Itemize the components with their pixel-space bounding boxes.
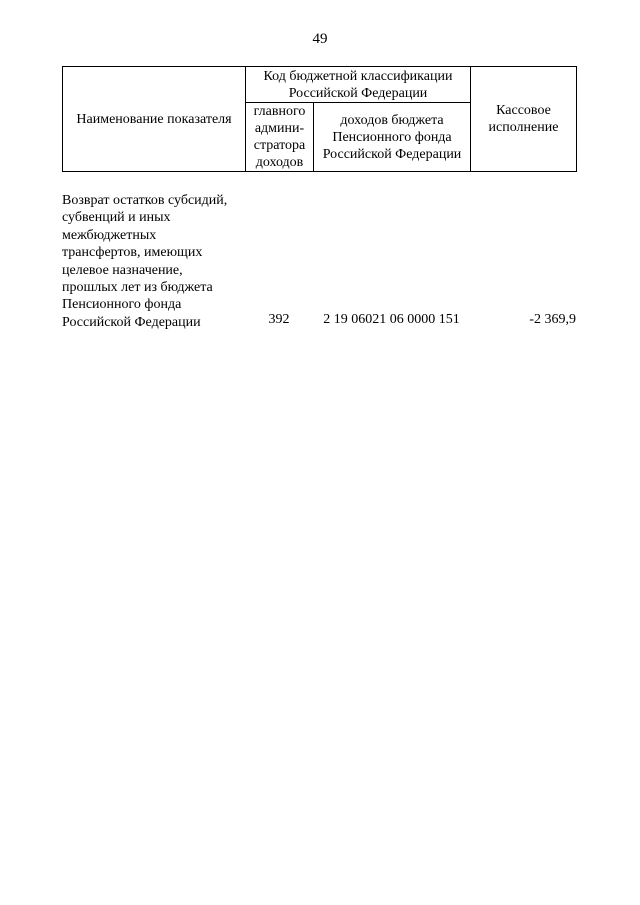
row-admin-code: 392 bbox=[268, 311, 290, 327]
row-name: Возврат остатков субсидий, субвенций и иных межбюджетных трансфертов, имеющих целевое назначение, прошлых лет из бюджета Пенсионного фонда Российской Федерации bbox=[62, 193, 228, 330]
table-header bbox=[62, 66, 577, 172]
row-execution: -2 369,9 bbox=[529, 311, 576, 327]
page-number: 49 bbox=[312, 31, 328, 47]
header-name: Наименование показателя bbox=[63, 67, 246, 172]
row-revenue-code: 2 19 06021 06 0000 151 bbox=[323, 311, 460, 327]
header-admin: главного админи-стратора доходов bbox=[246, 103, 314, 172]
header-code-group: Код бюджетной классификации Российской Федерации bbox=[246, 67, 471, 103]
table-row bbox=[62, 192, 576, 332]
header-revenue: доходов бюджета Пенсионного фонда Российской Федерации bbox=[314, 103, 471, 172]
header-execution: Кассовое исполнение bbox=[471, 67, 577, 172]
